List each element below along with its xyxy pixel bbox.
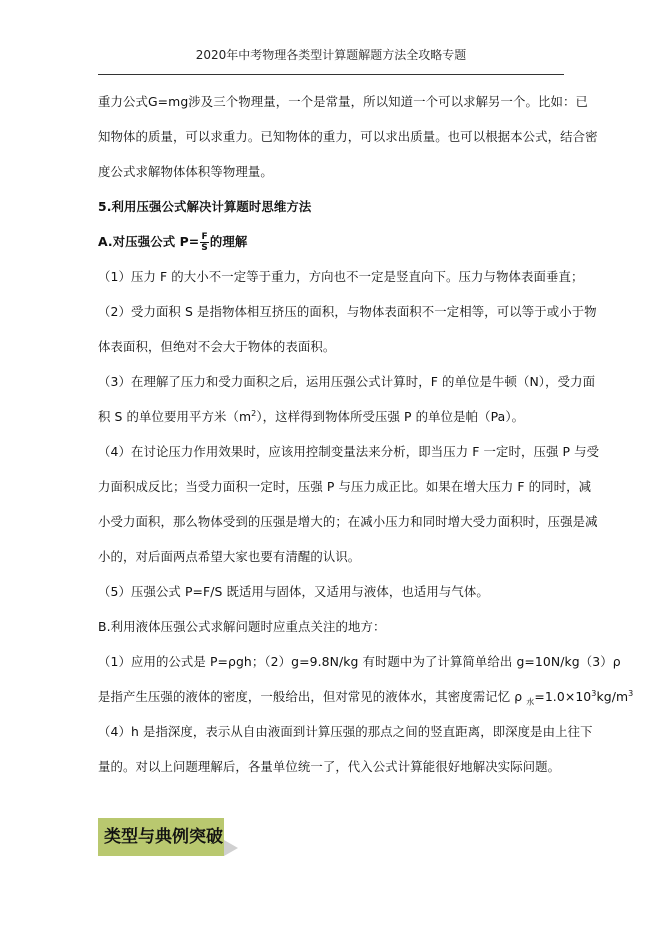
itemB4-line1: （4）h 是指深度，表示从自由液面到计算压强的那点之间的竖直距离，即深度是由上往下 [98, 724, 593, 739]
exponent-superscript: 3 [591, 688, 597, 698]
water-subscript: 水 [526, 697, 535, 707]
subsection-b-heading: B.利用液体压强公式求解问题时应重点关注的地方： [98, 619, 386, 634]
item2-line2: 体表面积，但绝对不会大于物体的表面积。 [98, 339, 336, 354]
banner-title: 类型与典例突破 [104, 827, 223, 847]
itemB1-line2 [98, 679, 634, 714]
itemB1-line2-c: kg/m [596, 689, 629, 704]
para1-line1: 重力公式G=mg涉及三个物理量，一个是常量，所以知道一个可以求解另一个。比如：已 [98, 94, 588, 109]
document-body [98, 84, 634, 784]
section5-heading: 5.利用压强公式解决计算题时思维方法 [98, 199, 312, 214]
item3-line1: （3）在理解了压力和受力面积之后，运用压强公式计算时，F 的单位是牛顿（N），受力面 [98, 374, 596, 389]
item4-line1: （4）在讨论压力作用效果时，应该用控制变量法来分析，即当压力 F 一定时，压强 P 与受 [98, 444, 600, 459]
banner-shadow-arrow [224, 840, 238, 856]
subsection-a-heading [98, 224, 568, 259]
unit-superscript: 3 [628, 688, 634, 698]
header-divider [98, 74, 564, 75]
item3-line2 [98, 399, 568, 434]
item4-line4: 小的，对后面两点希望大家也要有清醒的认识。 [98, 549, 361, 564]
fraction-denominator: S [201, 243, 208, 253]
item3-superscript: 2 [251, 408, 257, 418]
subsection-a-prefix: A.对压强公式 P= [98, 234, 200, 249]
itemB1-line2-b: =1.0×10 [534, 689, 592, 704]
section-banner [98, 818, 248, 858]
fraction-numerator: F [201, 232, 208, 242]
item4-line2: 力面积成反比；当受力面积一定时，压强 P 与压力成正比。如果在增大压力 F 的同时，减 [98, 479, 592, 494]
item1-line1: （1）压力 F 的大小不一定等于重力，方向也不一定是竖直向下。压力与物体表面垂直； [98, 269, 584, 284]
itemB4-line2: 量的。对以上问题理解后，各量单位统一了，代入公式计算能很好地解决实际问题。 [98, 759, 561, 774]
item5-line1: （5）压强公式 P=F/S 既适用与固体，又适用与液体，也适用与气体。 [98, 584, 489, 599]
para1-line2: 知物体的质量，可以求重力。已知物体的重力，可以求出质量。也可以根据本公式，结合密 [98, 129, 598, 144]
item3-line2-b: ），这样得到物体所受压强 P 的单位是帕（Pa）。 [256, 409, 525, 424]
itemB1-line1: （1）应用的公式是 P=ρgh；（2）g=9.8N/kg 有时题中为了计算简单给出 g=10N/kg（3）ρ [98, 654, 621, 669]
item2-line1: （2）受力面积 S 是指物体相互挤压的面积，与物体表面积不一定相等，可以等于或小于物 [98, 304, 597, 319]
item4-line3: 小受力面积，那么物体受到的压强是增大的；在减小压力和同时增大受力面积时，压强是减 [98, 514, 598, 529]
itemB1-line2-a: 是指产生压强的液体的密度，一般给出，但对常见的液体水，其密度需记忆 ρ [98, 689, 527, 704]
item3-line2-a: 积 S 的单位要用平方米（m [98, 409, 252, 424]
page-header-title: 2020年中考物理各类型计算题解题方法全攻略专题 [195, 48, 467, 62]
pressure-fraction [200, 232, 209, 253]
para1-line3: 度公式求解物体体积等物理量。 [98, 164, 273, 179]
subsection-a-suffix: 的理解 [209, 234, 248, 249]
